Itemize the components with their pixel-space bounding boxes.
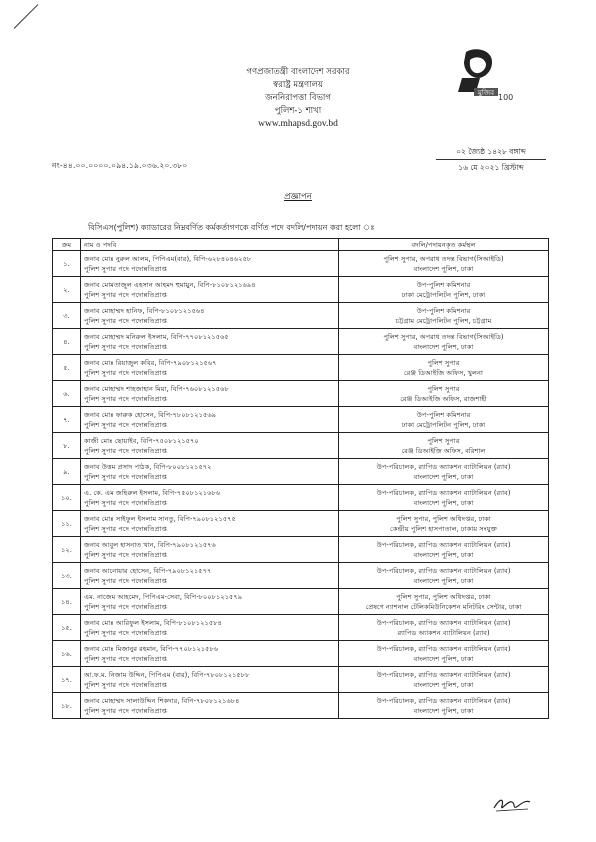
officer-rank: পুলিশ সুপার পদে পদোন্নতিপ্রাপ্ত	[84, 472, 167, 481]
row-officer	[81, 303, 339, 329]
table-row	[53, 641, 549, 667]
posting-line-2: বাংলাদেশ পুলিশ, ঢাকা	[413, 498, 474, 507]
signature	[490, 790, 534, 814]
row-posting	[339, 407, 549, 433]
officer-rank: পুলিশ সুপার পদে পদোন্নতিপ্রাপ্ত	[84, 394, 167, 403]
logo-number: 100	[498, 93, 514, 102]
table-row	[53, 407, 549, 433]
header-posting: বদলি/পদায়নকৃত কর্মস্থল	[339, 239, 549, 251]
table-row	[53, 303, 549, 329]
website-link[interactable]: www.mhapsd.gov.bd	[258, 119, 338, 129]
posting-line-2: বাংলাদেশ পুলিশ, ঢাকা	[413, 550, 474, 559]
row-posting	[339, 485, 549, 511]
posting-line-2: রেঞ্জ ডিআইজি অফিস, বরিশাল	[401, 446, 486, 455]
row-posting	[339, 693, 549, 719]
officer-rank: পুলিশ সুপার পদে পদোন্নতিপ্রাপ্ত	[84, 446, 167, 455]
row-serial: ১০.	[53, 485, 81, 511]
officer-rank: পুলিশ সুপার পদে পদোন্নতিপ্রাপ্ত	[84, 498, 167, 507]
posting-line-1: পুলিশ সুপার	[427, 358, 460, 367]
row-officer	[81, 563, 339, 589]
notice-title	[0, 190, 596, 204]
posting-line-1: পুলিশ সুপার, অপরাধ তদন্ত বিভাগ(সিআইডি)	[383, 254, 504, 263]
officer-name: জনাব মোহাম্মদ হানিফ, বিপি-৮১০৮১২১৫৬৪	[84, 306, 205, 315]
row-officer	[81, 277, 339, 303]
memo-number: নং-৪৪.০০.০০০০.০৯৪.১৯.০৩৬.২০.৩৮০	[52, 161, 188, 170]
table-row	[53, 667, 549, 693]
row-officer	[81, 381, 339, 407]
table-header-row	[53, 239, 549, 251]
row-posting	[339, 563, 549, 589]
posting-line-2: বাংলাদেশ পুলিশ, ঢাকা	[413, 654, 474, 663]
posting-line-1: পুলিশ সুপার, পুলিশ অধিদপ্তর, ঢাকা	[396, 592, 491, 601]
table-row	[53, 511, 549, 537]
officer-name: জনাব মোহাম্মদ সালাউদ্দিন শিকদার, বিপি-৭৮০৮১২১৬৮৪	[84, 696, 240, 705]
date-bangla: ০২ জ্যৈষ্ঠ ১৪২৮ বঙ্গাব্দ	[436, 144, 546, 160]
table-row	[53, 615, 549, 641]
officer-name: জনাব মোমতাজুল এহসান আহমদ হুমায়ুন, বিপি-৮১০৮১২১৬৯৪	[84, 280, 256, 289]
table-row	[53, 277, 549, 303]
table-row	[53, 563, 549, 589]
row-posting	[339, 433, 549, 459]
section-name: পুলিশ-১ শাখা	[274, 106, 322, 116]
posting-line-2: বাংলাদেশ পুলিশ, ঢাকা	[413, 342, 474, 351]
posting-line-2: রেঞ্জ ডিআইজি অফিস, খুলনা	[404, 368, 483, 377]
officer-rank: পুলিশ সুপার পদে পদোন্নতিপ্রাপ্ত	[84, 628, 167, 637]
row-posting	[339, 329, 549, 355]
table-row	[53, 251, 549, 277]
row-serial: ১৬.	[53, 641, 81, 667]
officer-name: জনাব মোহাম্মদ শাহজাহান মিয়া, বিপি-৭৬০৮১২১৫৬৮	[84, 384, 229, 393]
mujib-100-logo	[452, 48, 520, 104]
row-posting	[339, 589, 549, 615]
row-officer	[81, 693, 339, 719]
row-officer	[81, 641, 339, 667]
row-posting	[339, 251, 549, 277]
posting-line-1: উপ-পুলিশ কমিশনার	[416, 410, 471, 419]
officer-name: জনাব মোঃ রিয়াজুল কবির, বিপি-৭৯০৮১২১৫৬৭	[84, 358, 217, 367]
header-name: নাম ও পদবি	[81, 239, 339, 251]
row-officer	[81, 251, 339, 277]
officer-name: জনাব মোহাম্মদ মনিরুল ইসলাম, বিপি-৭৭০৮১২১৫৬৫	[84, 332, 229, 341]
posting-line-1: উপ-পরিচালক, র‌্যাপিড অ্যাকশন ব্যাটালিয়ন (র‌্যাব)	[376, 566, 511, 575]
posting-line-1: উপ-পরিচালক, র‌্যাপিড অ্যাকশন ব্যাটালিয়ন (র‌্যাব)	[376, 670, 511, 679]
row-serial: ১৭.	[53, 667, 81, 693]
posting-line-1: উপ-পুলিশ কমিশনার	[416, 306, 471, 315]
table-row	[53, 537, 549, 563]
officer-rank: পুলিশ সুপার পদে পদোন্নতিপ্রাপ্ত	[84, 602, 167, 611]
officer-rank: পুলিশ সুপার পদে পদোন্নতিপ্রাপ্ত	[84, 680, 167, 689]
officer-rank: পুলিশ সুপার পদে পদোন্নতিপ্রাপ্ত	[84, 342, 167, 351]
officer-name: জনাব উত্তম প্রসাদ পাঠক, বিপি-৮০০৮১২১৫৭২	[84, 462, 212, 471]
row-serial: ১৫.	[53, 615, 81, 641]
notice-title-text: প্রজ্ঞাপন	[284, 192, 312, 202]
officer-name: কাজী মোঃ ছোয়াইব, বিপি-৭৫০৮১২১৫৭০	[84, 436, 199, 445]
table-row	[53, 693, 549, 719]
row-serial: ৯.	[53, 459, 81, 485]
row-serial: ১৩.	[53, 563, 81, 589]
posting-line-1: উপ-পরিচালক, র‌্যাপিড অ্যাকশন ব্যাটালিয়ন (র‌্যাব)	[376, 462, 511, 471]
row-officer	[81, 589, 339, 615]
row-serial: ২.	[53, 277, 81, 303]
table-row	[53, 355, 549, 381]
officer-name: জনাব আনোয়ার হোসেন, বিপি-৭৯০৮১২১৫৭৭	[84, 566, 212, 575]
posting-line-1: উপ-পরিচালক, র‌্যাপিড অ্যাকশন ব্যাটালিয়ন (র‌্যাব)	[376, 696, 511, 705]
officer-name: এ. কে. এম জহিরুল ইসলাম, বিপি-৭৫০৮১২১৬৮৬	[84, 488, 221, 497]
officer-rank: পুলিশ সুপার পদে পদোন্নতিপ্রাপ্ত	[84, 264, 167, 273]
officer-rank: পুলিশ সুপার পদে পদোন্নতিপ্রাপ্ত	[84, 368, 167, 377]
table-row	[53, 485, 549, 511]
row-serial: ৬.	[53, 381, 81, 407]
row-posting	[339, 615, 549, 641]
row-serial: ৫.	[53, 355, 81, 381]
officer-name: জনাব মোঃ সাইফুল ইসলাম সানতু, বিপি-৭৯০৮১২১৫৭৫	[84, 514, 236, 523]
officer-name: জনাব মোঃ মিজানুর রহমান, বিপি-৭৭০৮১২১৫৮৬	[84, 644, 219, 653]
posting-line-2: বাংলাদেশ পুলিশ, ঢাকা	[413, 680, 474, 689]
posting-line-1: উপ-পরিচালক, র‌্যাপিড অ্যাকশন ব্যাটালিয়ন (র‌্যাব)	[376, 644, 511, 653]
division-name: জননিরাপত্তা বিভাগ	[265, 93, 331, 103]
officer-name: জনাব আবুল হাসনাত খান, বিপি-৭৯০৮১২১৫৭৬	[84, 540, 216, 549]
officer-rank: পুলিশ সুপার পদে পদোন্নতিপ্রাপ্ত	[84, 654, 167, 663]
posting-line-1: উপ-পুলিশ কমিশনার	[416, 280, 471, 289]
posting-line-1: পুলিশ সুপার, অপরাধ তদন্ত বিভাগ(সিআইডি)	[383, 332, 504, 341]
officer-name: জনাব মোঃ ফারুক হোসেন, বিপি-৭৮০৮১২১৫৬৯	[84, 410, 217, 419]
row-officer	[81, 433, 339, 459]
officer-name: এম. নাজেম আহমেদ, পিপিএম-সেবা, বিপি-৮০০৮১২১৫৭৯	[84, 592, 243, 601]
posting-line-2: প্রেষণে ন্যাশনাল টেলিকমিউনিকেশন মনিটরিং সেন্টার, ঢাকা	[365, 602, 522, 611]
row-posting	[339, 459, 549, 485]
posting-line-1: উপ-পরিচালক, র‌্যাপিড অ্যাকশন ব্যাটালিয়ন (র‌্যাব)	[376, 618, 511, 627]
row-serial: ৪.	[53, 329, 81, 355]
row-officer	[81, 667, 339, 693]
posting-line-2: বাংলাদেশ পুলিশ, ঢাকা	[413, 706, 474, 715]
row-serial: ৩.	[53, 303, 81, 329]
row-officer	[81, 355, 339, 381]
posting-line-2: বাংলাদেশ পুলিশ, ঢাকা	[413, 472, 474, 481]
table-row	[53, 381, 549, 407]
row-serial: ১.	[53, 251, 81, 277]
officer-name: জনাব মোঃ নুরুল আলম, পিপিএম(বার), বিপি-৬২৮৪০৪৬২৫৮	[84, 254, 252, 263]
row-posting	[339, 667, 549, 693]
posting-line-1: উপ-পরিচালক, র‌্যাপিড অ্যাকশন ব্যাটালিয়ন (র‌্যাব)	[376, 488, 511, 497]
posting-line-2: কেন্দ্রীয় পুলিশ হাসপাতাল, ঢাকায় সংযুক্ত	[390, 524, 497, 533]
logo-text: মুজিব	[478, 89, 495, 97]
ministry-name: স্বরাষ্ট্র মন্ত্রণালয়	[273, 80, 323, 90]
row-officer	[81, 329, 339, 355]
row-posting	[339, 511, 549, 537]
table-body	[53, 251, 549, 719]
officer-rank: পুলিশ সুপার পদে পদোন্নতিপ্রাপ্ত	[84, 290, 167, 299]
row-serial: ১২.	[53, 537, 81, 563]
row-posting	[339, 303, 549, 329]
officer-rank: পুলিশ সুপার পদে পদোন্নতিপ্রাপ্ত	[84, 576, 167, 585]
row-officer	[81, 459, 339, 485]
row-serial: ৮.	[53, 433, 81, 459]
row-serial: ১৪.	[53, 589, 81, 615]
row-posting	[339, 355, 549, 381]
table-row	[53, 433, 549, 459]
officer-rank: পুলিশ সুপার পদে পদোন্নতিপ্রাপ্ত	[84, 706, 167, 715]
row-serial: ১১.	[53, 511, 81, 537]
row-officer	[81, 537, 339, 563]
row-serial: ৭.	[53, 407, 81, 433]
government-name: গণপ্রজাতন্ত্রী বাংলাদেশ সরকার	[246, 67, 350, 77]
row-officer	[81, 511, 339, 537]
intro-text: বিসিএস(পুলিশ) ক্যাডারের নিম্নবর্ণিত কর্মকর্তাগণকে বর্ণিত পদে বদলি/পদায়ন করা হলো ঃ	[88, 223, 375, 232]
officer-rank: পুলিশ সুপার পদে পদোন্নতিপ্রাপ্ত	[84, 524, 167, 533]
row-officer	[81, 485, 339, 511]
posting-line-2: ঢাকা মেট্রোপলিটন পুলিশ, ঢাকা	[401, 290, 486, 299]
header-serial: ক্রম	[53, 239, 81, 251]
posting-line-2: র‌্যাপিড অ্যাকশন ব্যাটালিয়ন (র‌্যাব)	[397, 628, 490, 637]
posting-line-2: ঢাকা মেট্রোপলিটন পুলিশ, ঢাকা	[401, 420, 486, 429]
officer-name: আ.ফ.ম. নিজাম উদ্দিন, পিপিএম (বার), বিপি-৭৮০৮১২১৫৮৮	[84, 670, 250, 679]
row-posting	[339, 537, 549, 563]
table-row	[53, 589, 549, 615]
transfer-table	[52, 238, 549, 719]
posting-line-1: পুলিশ সুপার	[427, 436, 460, 445]
officer-name: জনাব মোঃ আরিফুল ইসলাম, বিপি-৮১০৮১২১৫৮৪	[84, 618, 222, 627]
officer-rank: পুলিশ সুপার পদে পদোন্নতিপ্রাপ্ত	[84, 420, 167, 429]
row-officer	[81, 407, 339, 433]
date-english: ১৬ মে ২০২১ খ্রিস্টাব্দ	[458, 163, 524, 172]
row-officer	[81, 615, 339, 641]
posting-line-1: উপ-পরিচালক, র‌্যাপিড অ্যাকশন ব্যাটালিয়ন (র‌্যাব)	[376, 540, 511, 549]
table-row	[53, 459, 549, 485]
pen-mark	[14, 4, 39, 29]
table-row	[53, 329, 549, 355]
posting-line-2: চট্টগ্রাম মেট্রোপলিটন পুলিশ, চট্টগ্রাম	[395, 316, 492, 325]
posting-line-1: পুলিশ সুপার, পুলিশ অধিদপ্তর, ঢাকা	[396, 514, 491, 523]
posting-line-1: পুলিশ সুপার	[427, 384, 460, 393]
row-posting	[339, 277, 549, 303]
posting-line-2: রেঞ্জ ডিআইজি অফিস, রাজশাহী	[400, 394, 487, 403]
officer-rank: পুলিশ সুপার পদে পদোন্নতিপ্রাপ্ত	[84, 550, 167, 559]
posting-line-2: বাংলাদেশ পুলিশ, ঢাকা	[413, 576, 474, 585]
row-posting	[339, 641, 549, 667]
row-serial: ১৮.	[53, 693, 81, 719]
posting-line-2: বাংলাদেশ পুলিশ, ঢাকা	[413, 264, 474, 273]
officer-rank: পুলিশ সুপার পদে পদোন্নতিপ্রাপ্ত	[84, 316, 167, 325]
row-posting	[339, 381, 549, 407]
date-block	[436, 144, 546, 175]
